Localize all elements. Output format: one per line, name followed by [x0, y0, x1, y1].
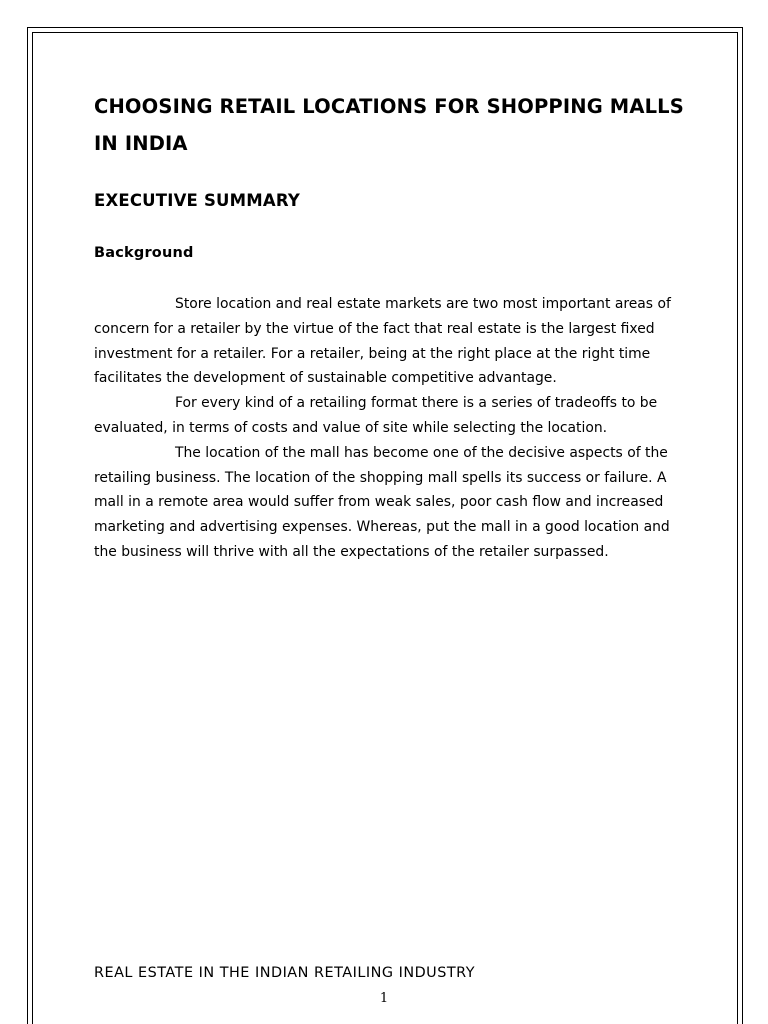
executive-summary-heading: EXECUTIVE SUMMARY: [94, 191, 300, 210]
background-heading: Background: [94, 245, 194, 261]
paragraph-1: Store location and real estate markets are two most important areas of concern for a retailer by the virtue of the fact that real estate is the largest fixed investment for a retailer. For a retailer, being at the right place at the right time facilitates the development of sustainable competitive advantage.: [94, 296, 671, 387]
background-body: [94, 292, 684, 565]
next-section-heading: REAL ESTATE IN THE INDIAN RETAILING INDUSTRY: [94, 965, 476, 981]
document-title: CHOOSING RETAIL LOCATIONS FOR SHOPPING MALLS IN INDIA: [94, 95, 684, 155]
page-number: 1: [379, 991, 389, 1006]
paragraph-3: The location of the mall has become one of the decisive aspects of the retailing business. The location of the shopping mall spells its success or failure. A mall in a remote area would suffer from weak sales, poor cash flow and increased marketing and advertising expenses. Whereas, put the mall in a good location and the business will thrive with all the expectations of the retailer surpassed.: [94, 444, 670, 560]
paragraph-2: For every kind of a retailing format there is a series of tradeoffs to be evaluated, in terms of costs and value of site while selecting the location.: [94, 395, 658, 436]
